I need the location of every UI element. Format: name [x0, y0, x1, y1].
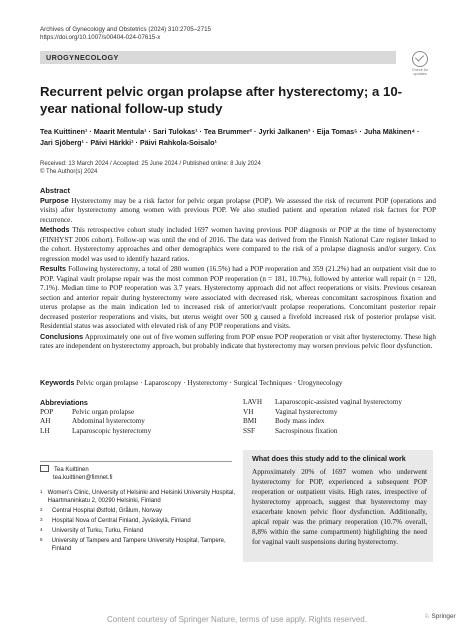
- authors-line-1: [40, 126, 440, 137]
- keywords-label: Keywords: [40, 378, 75, 387]
- affiliation: [40, 537, 240, 553]
- authors-line-2: Jari Sjöberg¹ · Päivi Härkki¹ · Päivi Rahkola-Soisalo¹: [40, 138, 217, 147]
- affiliation-text: Central Hospital Østfold, Grålum, Norway: [52, 508, 163, 514]
- journal-header: [40, 26, 211, 42]
- purpose-text: Hysterectomy may be a risk factor for pelvic organ prolapse (POP). We assessed the risk of recurrent POP (operations and visits) after hysterectomy among women with previous POP. We also studied patient and operation related risk factors for POP recurrence.: [40, 196, 436, 224]
- abbreviation-row: [243, 398, 443, 408]
- copyright-line: © The Author(s) 2024: [40, 169, 98, 175]
- springer-horse-icon: ♘: [424, 613, 430, 620]
- affiliation-number: 3: [40, 517, 43, 522]
- abbr-code: SSF: [243, 426, 255, 435]
- affiliation-text: University of Tampere and Tampere University Hospital, Tampere, Finland: [51, 538, 226, 552]
- abbr-code: AH: [40, 417, 51, 425]
- envelope-icon: [40, 465, 49, 472]
- affiliation: [40, 527, 240, 535]
- affiliation-number: 4: [40, 527, 43, 532]
- abstract-results: [40, 264, 436, 332]
- affiliation: [40, 489, 240, 505]
- article-title: Recurrent pelvic organ prolapse after hysterectomy; a 10-year national follow-up study: [40, 84, 403, 116]
- footnote-divider: [40, 461, 232, 462]
- abbreviation-row: [40, 408, 230, 418]
- publication-dates: [40, 160, 440, 176]
- check-for-updates-badge[interactable]: [408, 51, 432, 79]
- affiliation-text: University of Turku, Turku, Finland: [52, 528, 144, 534]
- abstract-purpose: [40, 196, 436, 226]
- abbreviation-row: [40, 417, 230, 427]
- abbreviation-row: [243, 408, 443, 418]
- abbr-text: Pelvic organ prolapse: [72, 407, 135, 416]
- abbreviations-heading: Abbreviations: [40, 398, 88, 407]
- conclusions-text: Approximately one out of five women suffering from POP ensue POP reoperation or visit after hysterectomy. These high rates are independent on hysterectomy approach, but probably indicate that hysterectomy may worsen previous pelvic floor dysfunction.: [40, 332, 436, 350]
- abbreviations-left: [40, 398, 230, 436]
- abbreviations-right: [243, 398, 443, 436]
- abstract-conclusions: [40, 332, 436, 352]
- abstract-methods: [40, 225, 436, 264]
- check-badge-label-2: updates: [413, 72, 427, 77]
- authors-line-1-text: Tea Kuittinen¹ · Maarit Mentula¹ · Sari Tulokas¹ · Tea Brummer² · Jyrki Jalkanen³ · Eija Tomas⁵ · Juha Mäkinen⁴ ·: [40, 127, 420, 136]
- correspondence-name: Tea Kuittinen: [54, 467, 89, 473]
- dates-line: Received: 13 March 2024 / Accepted: 25 June 2024 / Published online: 8 July 2024: [40, 161, 261, 167]
- conclusions-label: Conclusions: [40, 331, 84, 341]
- affiliation: [40, 517, 240, 525]
- abbr-code: VH: [243, 407, 254, 416]
- abbr-text: Abdominal hysterectomy: [72, 417, 145, 425]
- abbr-text: Laparoscopic-assisted vaginal hysterectomy: [275, 398, 402, 406]
- abstract-heading: Abstract: [40, 186, 70, 195]
- purpose-label: Purpose: [40, 195, 69, 205]
- abbr-code: LH: [40, 426, 50, 435]
- methods-label: Methods: [40, 225, 70, 234]
- results-text: Following hysterectomy, a total of 280 women (16.5%) had a POP reoperation and 359 (21.2%) had an outpatient visit due to POP. Vaginal vault prolapse repair was the most common POP reoperation (n = 181, 10.7%), followed by anterior wall repair (n = 120, 7.1%). Median time to POP reoperation was 3.7 years. Hysterectomy approach did not affect reoperations or visits. Previous cesarean section and anterior repair during hysterectomy were associated with decreased risk, whereas concomitant sacrospinous fixation and uterus prolapse as the main indication led to increased risk of anterior/vault prolapse reoperations. Concomitant posterior repair decreased posterior reoperations and visits, but uterus weight over 500 g caused a fivefold increased risk of posterior prolapse visit. Residential status was associated with elevated risk of any POP reoperations and visits.: [40, 265, 437, 330]
- correspondence: [40, 465, 232, 482]
- affiliation-text: Women's Clinic, University of Helsinki and Helsinki University Hospital, Haartmaninkatu 2, 00290 Helsinki, Finland: [47, 490, 236, 504]
- abbr-text: Laparoscopic hysterectomy: [72, 426, 152, 435]
- clinical-summary-text: Approximately 20% of 1697 women who underwent hysterectomy for POP, experienced a subsequent POP reoperation or outpatient visits. High rates, irrespective of hysterectomy approach, suggest that hysterectomy may exacerbate known pelvic floor dysfunction. Additionally, apical repair was the primary reoperation (10.7% overall, 8,8% within the same compartment) highlighting the need for vaginal vault suspensions during hysterectomy.: [252, 468, 427, 546]
- abstract: [40, 186, 436, 352]
- section-label: UROGYNECOLOGY: [46, 53, 119, 62]
- affiliations: [40, 489, 240, 555]
- keywords-text: Pelvic organ prolapse · Laparoscopy · Hysterectomy · Surgical Techniques · Urogynecology: [76, 379, 343, 387]
- journal-citation: Archives of Gynecology and Obstetrics (2024) 310:2705–2715: [40, 26, 211, 33]
- abbr-code: BMI: [243, 417, 257, 425]
- check-icon: [412, 51, 428, 67]
- keywords: [40, 378, 436, 389]
- abbr-code: LAVH: [243, 398, 263, 406]
- affiliation-number: 5: [40, 537, 43, 542]
- affiliation-text: Hospital Nova of Central Finland, Jyväskylä, Finland: [52, 518, 191, 524]
- clinical-summary-title: What does this study add to the clinical work: [252, 454, 406, 463]
- abbreviation-row: [40, 427, 230, 437]
- affiliation-number: 2: [40, 507, 43, 512]
- affiliation-number: 1: [40, 489, 43, 494]
- correspondence-email[interactable]: tea.kuittinen@fimnet.fi: [53, 475, 113, 481]
- abbr-text: Sacrospinous fixation: [275, 426, 338, 435]
- results-label: Results: [40, 264, 66, 273]
- journal-doi[interactable]: https://doi.org/10.1007/s00404-024-07615-x: [40, 34, 161, 41]
- affiliation: [40, 507, 240, 515]
- methods-text: This retrospective cohort study included 1697 women having previous POP diagnosis or POP at the time of hysterectomy (FINHYST 2006 cohort). Follow-up was until the end of 2016. The data was derived from the Finnish National Care register linked to the cohort. Hysterectomy approaches and other demographics were compared to the risk of a prolapse diagnosis and/or surgery. Cox regression model was used to identify hazard ratios.: [40, 226, 437, 263]
- abbreviation-row: [243, 427, 443, 437]
- courtesy-watermark: Content courtesy of Springer Nature, terms of use apply. Rights reserved.: [107, 615, 367, 624]
- publisher-name: Springer: [431, 613, 456, 620]
- check-badge-label-1: Check for: [411, 68, 429, 72]
- abbr-code: POP: [40, 407, 54, 416]
- abbr-text: Vaginal hysterectomy: [275, 407, 338, 416]
- author-list: [40, 126, 440, 148]
- abbreviation-row: [243, 417, 443, 427]
- abbr-text: Body mass index: [275, 417, 325, 425]
